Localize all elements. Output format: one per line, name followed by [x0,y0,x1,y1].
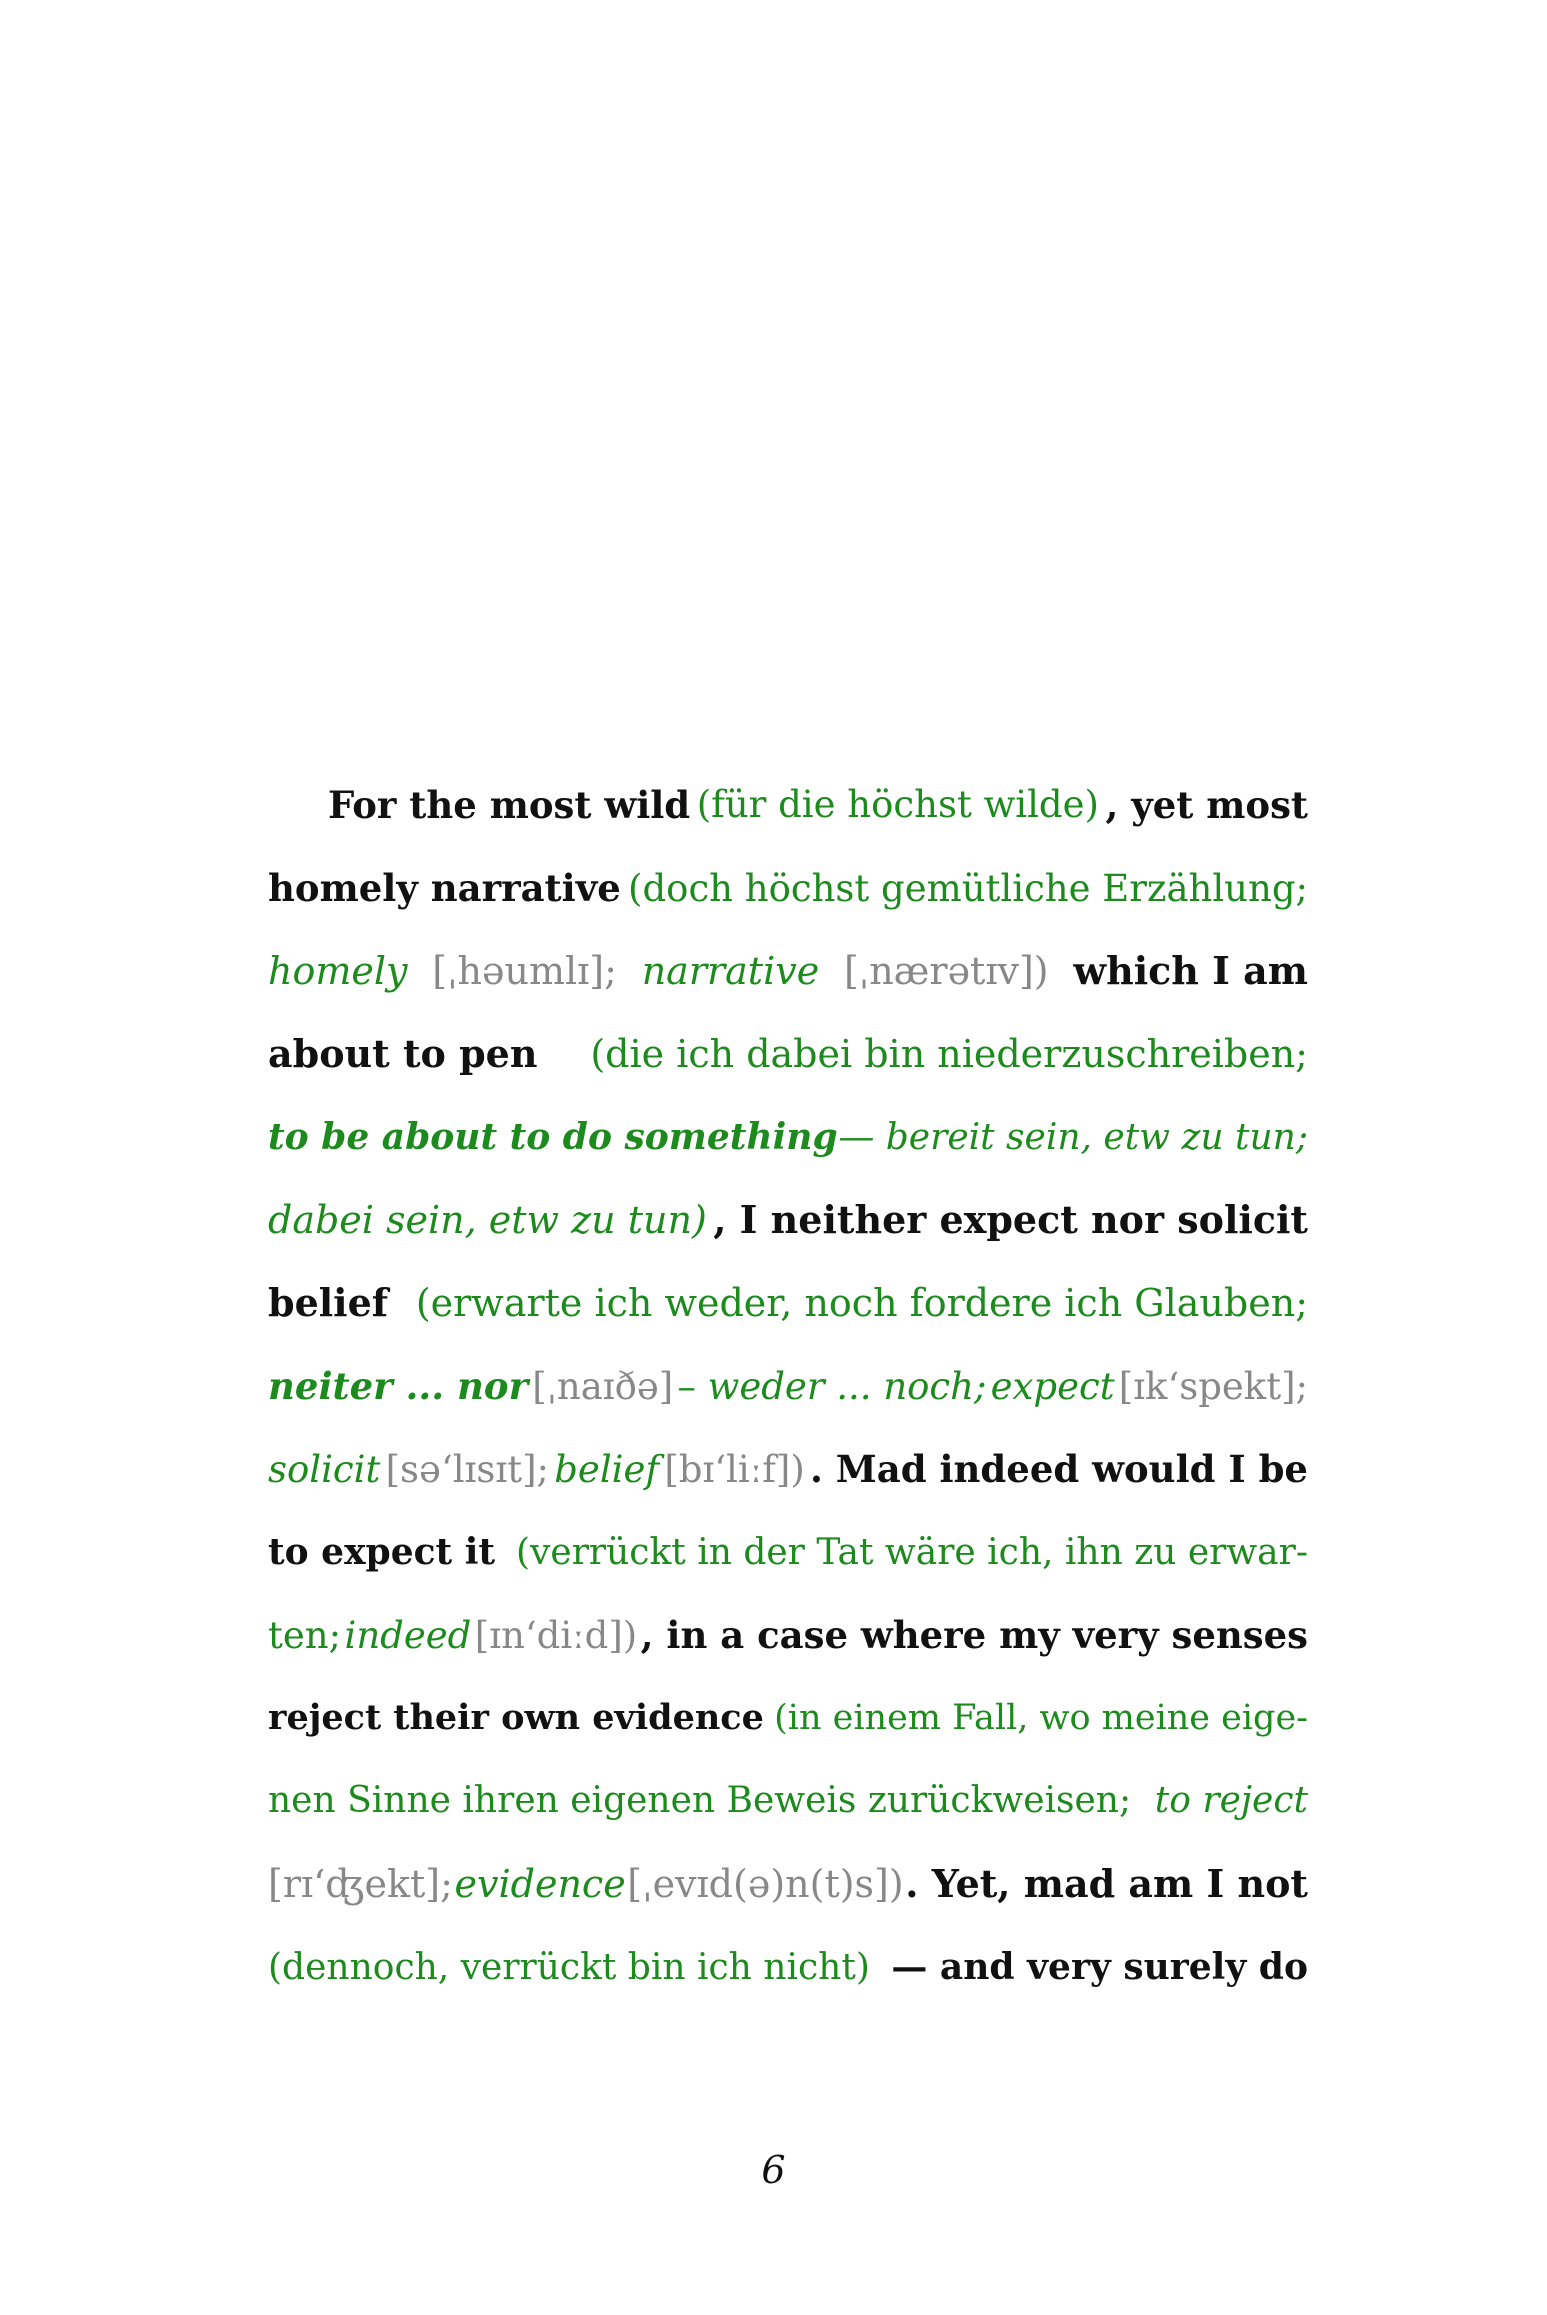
vocabulary-term: indeed [344,1614,472,1657]
pronunciation: [ɪn‘diːd]) [474,1614,638,1657]
text-line [268,1525,1308,1608]
vocabulary-term: expect [990,1365,1115,1408]
vocabulary-term: — bereit sein, etw zu tun; [838,1117,1308,1158]
pronunciation: [rɪ‘ʤekt]; [268,1862,453,1906]
english-text: . Yet, mad am I not [905,1861,1308,1906]
text-line [268,861,1308,944]
vocabulary-term: evidence [454,1862,626,1906]
english-text: , in a case where my very senses [640,1613,1308,1657]
english-text: belief [268,1280,389,1325]
pronunciation: [ˌnærətɪv]) [843,949,1049,993]
pronunciation: [bɪ‘liːf]) [664,1448,805,1491]
text-line [268,1857,1308,1940]
vocabulary-term: belief [554,1448,660,1491]
text-line [268,1359,1308,1442]
german-translation: (in einem Fall, wo meine eige- [774,1698,1308,1738]
text-line [268,1027,1308,1110]
german-translation: ten; [268,1614,342,1657]
english-text: about to pen [268,1031,538,1076]
vocabulary-term: solicit [268,1448,381,1491]
vocabulary-phrase: neiter ... nor [268,1364,529,1408]
german-translation: (die ich dabei bin niederzuschreiben; [590,1032,1308,1076]
german-translation: (doch höchst gemütliche Erzählung; [628,867,1308,910]
english-text: homely narrative [268,866,621,910]
bilingual-text-block [268,778,1308,2023]
pronunciation: [ˌhəumlɪ]; [432,949,617,993]
pronunciation: [ɪk‘spekt]; [1118,1365,1308,1408]
pronunciation: [ˌevɪd(ə)n(t)s]) [627,1862,904,1906]
english-text: which I am [1073,948,1308,993]
vocabulary-term: – weder ... noch; [677,1365,987,1408]
text-line [268,1940,1308,2023]
indented-line-content [328,778,1308,832]
vocabulary-phrase: to be about to do something [268,1116,838,1158]
vocabulary-term: narrative [641,949,820,993]
german-translation: (für die höchst wilde) [696,783,1099,826]
vocabulary-term: homely [268,949,408,993]
german-translation: nen Sinne ihren eigenen Beweis zurückweisen; [268,1780,1132,1821]
text-line [268,1774,1308,1857]
page-number: 6 [761,2148,786,2192]
text-line [268,1691,1308,1774]
text-line [268,1276,1308,1359]
text-line [268,1442,1308,1525]
text-line [268,1110,1308,1193]
pronunciation: [ˌnaɪðə] [532,1365,674,1408]
english-text: . Mad indeed would I be [810,1447,1308,1491]
vocabulary-term: to reject [1154,1780,1308,1821]
english-text: — and very surely do [891,1946,1308,1988]
english-text: , yet most [1105,783,1308,827]
english-text: , I neither expect nor solicit [713,1197,1308,1242]
pronunciation: [sə‘lɪsɪt]; [385,1448,549,1491]
english-text: reject their own evidence [268,1697,764,1738]
german-translation: (dennoch, verrückt bin ich nicht) [268,1947,870,1988]
vocabulary-term: dabei sein, etw zu tun) [268,1198,707,1242]
english-text: to expect it [268,1531,496,1573]
text-line [268,1608,1308,1691]
text-line [268,944,1308,1027]
german-translation: (verrückt in der Tat wäre ich, ihn zu erwar- [516,1532,1308,1573]
text-line [268,778,1308,861]
text-line [268,1193,1308,1276]
german-translation: (erwarte ich weder, noch fordere ich Glauben; [415,1281,1308,1325]
english-text: For the most wild [328,783,691,827]
